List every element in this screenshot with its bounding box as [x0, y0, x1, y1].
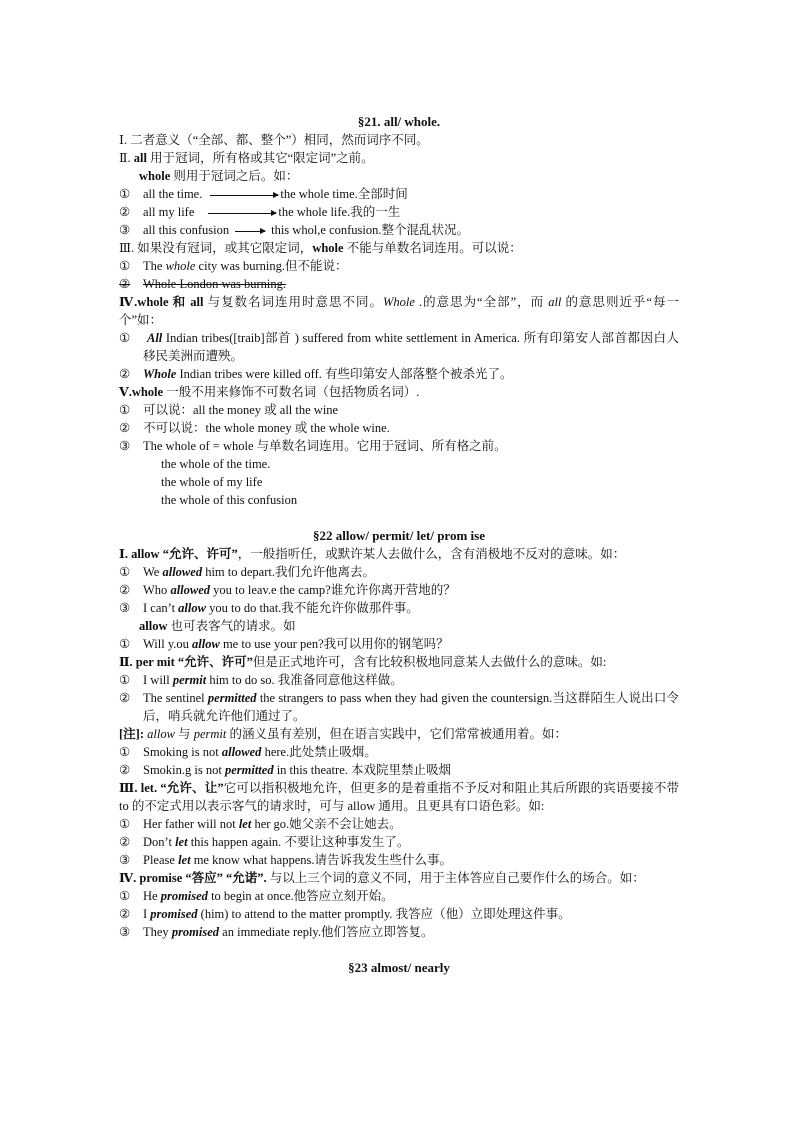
text: this happen again. 不要让这种事发生了。	[187, 835, 410, 849]
paragraph	[119, 779, 679, 815]
item-number: ③	[119, 223, 131, 237]
note-paragraph	[119, 725, 679, 743]
example-item	[119, 581, 679, 599]
keyword: let	[238, 817, 252, 831]
keyword: whole	[312, 241, 344, 255]
text: They	[143, 925, 172, 939]
section-22-title: §22 allow/ permit/ let/ prom ise	[313, 528, 485, 543]
keyword: allow	[192, 637, 220, 651]
text: 用于冠词，所有格或其它“限定词”之前。	[146, 151, 374, 165]
text: 的意思则近乎“每一个”如：	[119, 295, 679, 327]
text: Please	[143, 853, 179, 867]
text: Who	[143, 583, 171, 597]
paragraph	[119, 653, 679, 671]
keyword: permit	[172, 673, 207, 687]
keyword: Ⅲ. let. “允许、让”	[119, 781, 224, 795]
text: all this confusion	[143, 223, 230, 237]
example-item	[119, 275, 679, 293]
example-item	[119, 437, 679, 455]
sub-example: the whole of the time.	[161, 457, 271, 471]
text: Indian tribes were killed off. 有些印第安人部落整个被杀光了。	[176, 367, 513, 381]
item-number: ③	[119, 925, 131, 939]
note-label: [注]:	[119, 727, 144, 741]
text: 它可以指积极地允许，但更多的是着重指不予反对和阻止其后所跟的宾语要接不带 to 的不定式用以表示客气的请求时，可与 allow 通用。且更具有口语色彩。如:	[119, 781, 679, 813]
section-23-title: §23 almost/ nearly	[348, 960, 450, 975]
text: 的涵义虽有差别，但在语言实践中，它们常常被通用着。如：	[226, 727, 567, 741]
keyword: Ⅱ. per mit “允许、许可”	[119, 655, 253, 669]
text: Smokin.g is not	[143, 763, 225, 777]
keyword: Whole	[382, 295, 415, 309]
item-number: ①	[119, 565, 131, 579]
example-item	[119, 185, 679, 203]
keyword: Ⅰ. allow “允许、许可”	[119, 547, 238, 561]
example-item	[119, 887, 679, 905]
section-21-title: §21. all/ whole.	[357, 114, 441, 129]
item-number: ①	[119, 403, 131, 417]
item-number: ②	[119, 835, 131, 849]
text: to begin at once.他答应立刻开始。	[207, 889, 394, 903]
item-number: ①	[119, 637, 131, 651]
keyword: allowed	[221, 745, 262, 759]
keyword: Whole	[143, 367, 177, 381]
keyword: all	[548, 295, 562, 309]
keyword: permitted	[207, 691, 257, 705]
text: 与	[174, 727, 194, 741]
text: city was burning.但不能说：	[195, 259, 348, 273]
example-item	[119, 329, 679, 365]
text: you to leav.e the camp?谁允许你离开营地的？	[210, 583, 456, 597]
text: Ⅲ. 如果没有冠词，或其它限定词，	[119, 241, 313, 255]
text: the strangers to pass when they had given the countersign.当这群陌生人说出口令后，哨兵就允许他们通过了。	[143, 691, 679, 723]
sub-example: the whole of my life	[161, 475, 263, 489]
example-item	[119, 833, 679, 851]
item-number: ②	[119, 277, 131, 291]
spacer	[119, 941, 679, 959]
keyword: permitted	[224, 763, 274, 777]
text: Smoking is not	[143, 745, 222, 759]
text: Will y.ou	[143, 637, 193, 651]
paragraph	[119, 293, 679, 329]
example-item	[119, 815, 679, 833]
item-number: ①	[119, 889, 131, 903]
keyword: promised	[160, 889, 208, 903]
keyword: Ⅴ.whole	[119, 385, 164, 399]
keyword: allowed	[170, 583, 211, 597]
text: 也可表客气的请求。如	[167, 619, 296, 633]
example-item	[119, 761, 679, 779]
text: him to do so. 我准备同意他这样做。	[206, 673, 403, 687]
text: I	[143, 907, 151, 921]
example-item	[119, 257, 679, 275]
item-number: ②	[119, 583, 131, 597]
keyword: allow	[144, 727, 175, 741]
text: an immediate reply.他们答应立即答复。	[219, 925, 434, 939]
item-number: ①	[119, 817, 131, 831]
keyword: allow	[139, 619, 168, 633]
keyword: let	[178, 853, 191, 867]
text: the whole life.我的一生	[278, 205, 401, 219]
keyword: all	[133, 151, 147, 165]
text: Ⅱ.	[119, 151, 134, 165]
example-item	[119, 905, 679, 923]
text: ，一般指听任，或默许某人去做什么，含有消极地不反对的意味。如：	[237, 547, 626, 561]
example-item	[119, 851, 679, 869]
text: all the time.	[143, 187, 203, 201]
text: 但是正式地许可，含有比较积极地同意某人去做什么的意味。如:	[252, 655, 607, 669]
text: 一般不用来修饰不可数名词（包括物质名词）.	[163, 385, 420, 399]
text: The sentinel	[143, 691, 208, 705]
item-number: ②	[119, 691, 131, 705]
item-number: ②	[119, 205, 131, 219]
keyword: allow	[178, 601, 206, 615]
keyword: promised	[150, 907, 198, 921]
text: the whole time.全部时间	[280, 187, 408, 201]
paragraph	[119, 617, 679, 635]
keyword: let	[175, 835, 188, 849]
item-number: ②	[119, 421, 131, 435]
text: 与复数名词连用时意思不同。	[203, 295, 383, 309]
text: He	[143, 889, 161, 903]
paragraph	[119, 869, 679, 887]
text: here.此处禁止吸烟。	[261, 745, 377, 759]
text: him to depart.我们允许他离去。	[202, 565, 375, 579]
item-number: ①	[119, 673, 131, 687]
text: 不能与单数名词连用。可以说：	[343, 241, 522, 255]
keyword: Ⅳ. promise “答应” “允诺”.	[119, 871, 267, 885]
item-number: ①	[119, 745, 131, 759]
document-page	[119, 113, 679, 977]
example-item	[119, 671, 679, 689]
text: I will	[143, 673, 173, 687]
text: We	[143, 565, 163, 579]
keyword: permit	[193, 727, 227, 741]
text: me know what happens.请告诉我发生些什么事。	[190, 853, 452, 867]
text: 不可以说：the whole money 或 the whole wine.	[143, 421, 390, 435]
example-item	[119, 599, 679, 617]
example-item	[119, 635, 679, 653]
keyword: All	[147, 331, 163, 345]
item-number: ①	[119, 259, 131, 273]
text: 可以说：all the money 或 all the wine	[143, 403, 339, 417]
text: all my life	[143, 205, 195, 219]
item-number: ③	[119, 439, 131, 453]
text: Indian tribes([traib]部首 ) suffered from white settlement in America. 所有印第安人部首都因白人移民美洲而遭殃。	[143, 331, 679, 363]
example-item	[119, 221, 679, 239]
paragraph	[119, 383, 679, 401]
keyword: allowed	[162, 565, 203, 579]
example-item	[119, 419, 679, 437]
text: The whole of = whole 与单数名词连用。它用于冠词、所有格之前。	[143, 439, 507, 453]
text: 与以上三个词的意义不同，用于主体答应自己要作什么的场合。如：	[266, 871, 645, 885]
paragraph	[119, 545, 679, 563]
example-item	[119, 563, 679, 581]
paragraph	[119, 239, 679, 257]
item-number: ②	[119, 763, 131, 777]
keyword: whole	[165, 259, 196, 273]
text: Don’t	[143, 835, 176, 849]
item-number: ①	[119, 331, 131, 345]
text: me to use your pen?我可以用你的钢笔吗？	[219, 637, 449, 651]
arrow-icon	[210, 195, 278, 196]
text: Her father will not	[143, 817, 239, 831]
keyword: whole	[139, 169, 171, 183]
sub-example: the whole of this confusion	[161, 493, 298, 507]
example-item	[119, 743, 679, 761]
item-number: ②	[119, 367, 131, 381]
text: her go.她父亲不会让她去。	[251, 817, 402, 831]
spacer	[119, 509, 679, 527]
example-item	[119, 203, 679, 221]
arrow-icon	[235, 231, 265, 232]
example-item	[119, 689, 679, 725]
text: (him) to attend to the matter promptly. 我答应（他）立即处理这件事。	[197, 907, 571, 921]
item-number: ①	[119, 187, 131, 201]
item-number: ②	[119, 907, 131, 921]
text: The	[143, 259, 166, 273]
paragraph	[119, 149, 679, 167]
text: in this theatre. 本戏院里禁止吸烟	[273, 763, 451, 777]
item-number: ③	[119, 601, 131, 615]
item-number: ③	[119, 853, 131, 867]
keyword: promised	[171, 925, 220, 939]
example-item	[119, 923, 679, 941]
arrow-icon	[208, 213, 276, 214]
text: I can’t	[143, 601, 179, 615]
text: .的意思为“全部”，而	[414, 295, 549, 309]
paragraph	[119, 167, 679, 185]
example-item	[119, 365, 679, 383]
struck-text: Whole London was burning.	[143, 277, 287, 291]
text: this whol,e confusion.整个混乱状况。	[271, 223, 470, 237]
paragraph: Ⅰ. 二者意义（“全部、都、整个”）相同，然而词序不同。	[119, 133, 429, 147]
keyword: Ⅳ.whole 和 all	[119, 295, 204, 309]
text: you to do that.我不能允许你做那件事。	[205, 601, 419, 615]
example-item	[119, 401, 679, 419]
text: 则用于冠词之后。如：	[170, 169, 299, 183]
